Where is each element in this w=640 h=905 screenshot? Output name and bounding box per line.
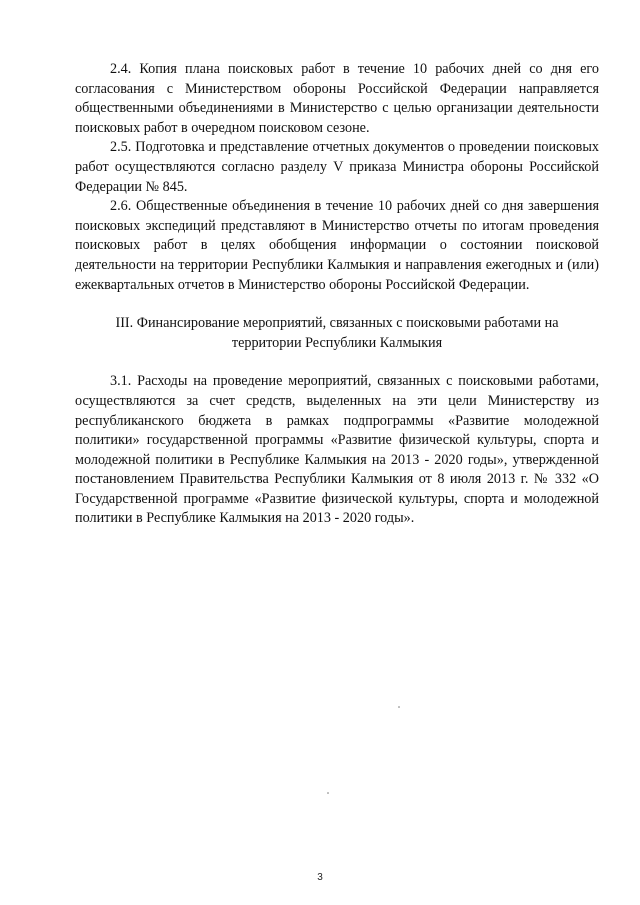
paragraph-2-4: 2.4. Копия плана поисковых работ в течение 10 рабочих дней со дня его согласования с Министерством обороны Российской Федерации направляется общественными объединениями в Министерство с целью организации деятельности поисковых работ в очередном поисковом сезоне. [75, 61, 599, 136]
section-3-heading: III. Финансирование мероприятий, связанных с поисковыми работами на территории Республики Калмыкия [115, 315, 559, 351]
paragraph-2-5: 2.5. Подготовка и представление отчетных документов о проведении поисковых работ осуществляются согласно разделу V приказа Министра обороны Российской Федерации № 845. [75, 139, 599, 195]
scan-speck [398, 706, 400, 708]
page-number: 3 [317, 872, 323, 883]
paragraph-3-1: 3.1. Расходы на проведение мероприятий, связанных с поисковыми работами, осуществляются за счет средств, выделенных на эти цели Министерству из республиканского бюджета в рамках подпрограммы «Развитие молодежной политики» государственной программы «Развитие физической культуры, спорта и молодежной политики в Республике Калмыкия на 2013 - 2020 годы», утвержденной постановлением Правительства Республики Калмыкия от 8 июля 2013 г. № 332 «О Государственной программе «Развитие физической культуры, спорта и молодежной политики в Республике Калмыкия на 2013 - 2020 годы». [75, 373, 599, 527]
scan-speck [327, 792, 329, 794]
document-body [75, 60, 599, 529]
paragraph-2-6: 2.6. Общественные объединения в течение 10 рабочих дней со дня завершения поисковых экспедиций представляют в Министерство отчеты по итогам проведения поисковых работ в целях обобщения информации о состоянии поисковой деятельности на территории Республики Калмыкия и направления ежегодных и (или) ежеквартальных отчетов в Министерство обороны Российской Федерации. [75, 198, 599, 293]
